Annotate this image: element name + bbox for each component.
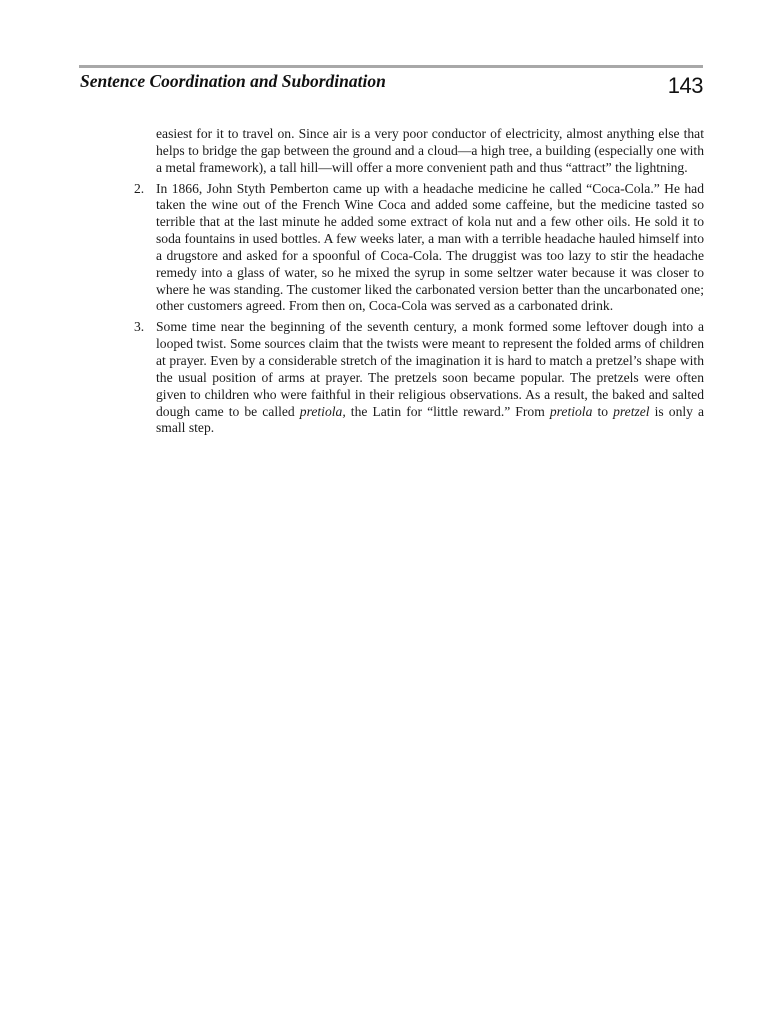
item-text: In 1866, John Styth Pemberton came up with a headache medicine he called “Coca-Cola.” He had taken the wine out of the French Wine Coca and added some caffeine, but the medicine tasted so terrible that at the last minute he added some extract of kola nut and a few other oils. He sold it to soda fountains in used bottles. A few weeks later, a man with a terrible headache hauled himself into a drugstore and asked for a spoonful of Coca-Cola. The druggist was too lazy to stir the headache remedy into a glass of water, so he mixed the syrup in some seltzer water because it was closer to where he was standing. The customer liked the carbonated version better than the uncarbonated one; other customers agreed. From then on, Coca-Cola was served as a carbonated drink. xyxy=(156,180,704,314)
header-rule xyxy=(79,65,703,68)
latin-term: pretiola xyxy=(549,403,593,419)
latin-term: pretiola, xyxy=(299,403,346,419)
item-number: 3. xyxy=(134,319,145,335)
item-text-part: to xyxy=(597,403,609,419)
running-head: Sentence Coordination and Subordination xyxy=(80,71,386,91)
item-text-part: the Latin for “little reward.” From xyxy=(350,403,545,419)
item-number: 2. xyxy=(134,180,145,196)
list-item-3 xyxy=(134,319,705,437)
page-number: 143 xyxy=(667,73,703,98)
continuation-paragraph: easiest for it to travel on. Since air is a very poor conductor of electricity, almost anything else that helps to bridge the gap between the ground and a cloud—a high tree, a building (especially one with a metal framework), a tall hill—will offer a more convenient path and thus “attract” the lightning. xyxy=(156,126,704,175)
item-text-part: is only a small step. xyxy=(156,403,705,436)
english-term: pretzel xyxy=(613,403,650,419)
item-text-part: Some time near the beginning of the seventh century, a monk formed some leftover dough into a looped twist. Some sources claim that the twists were meant to represent the folded arms of children at prayer. Even by a considerable stretch of the imagination it is hard to match a pretzel’s shape with the usual position of arms at prayer. The pretzels soon became popular. The pretzels were often given to children who were faithful in their religious observations. As a result, the baked and salted dough came to be called xyxy=(156,319,704,419)
list-item-2 xyxy=(134,180,704,316)
item-text xyxy=(156,319,704,437)
page-body xyxy=(134,126,705,437)
